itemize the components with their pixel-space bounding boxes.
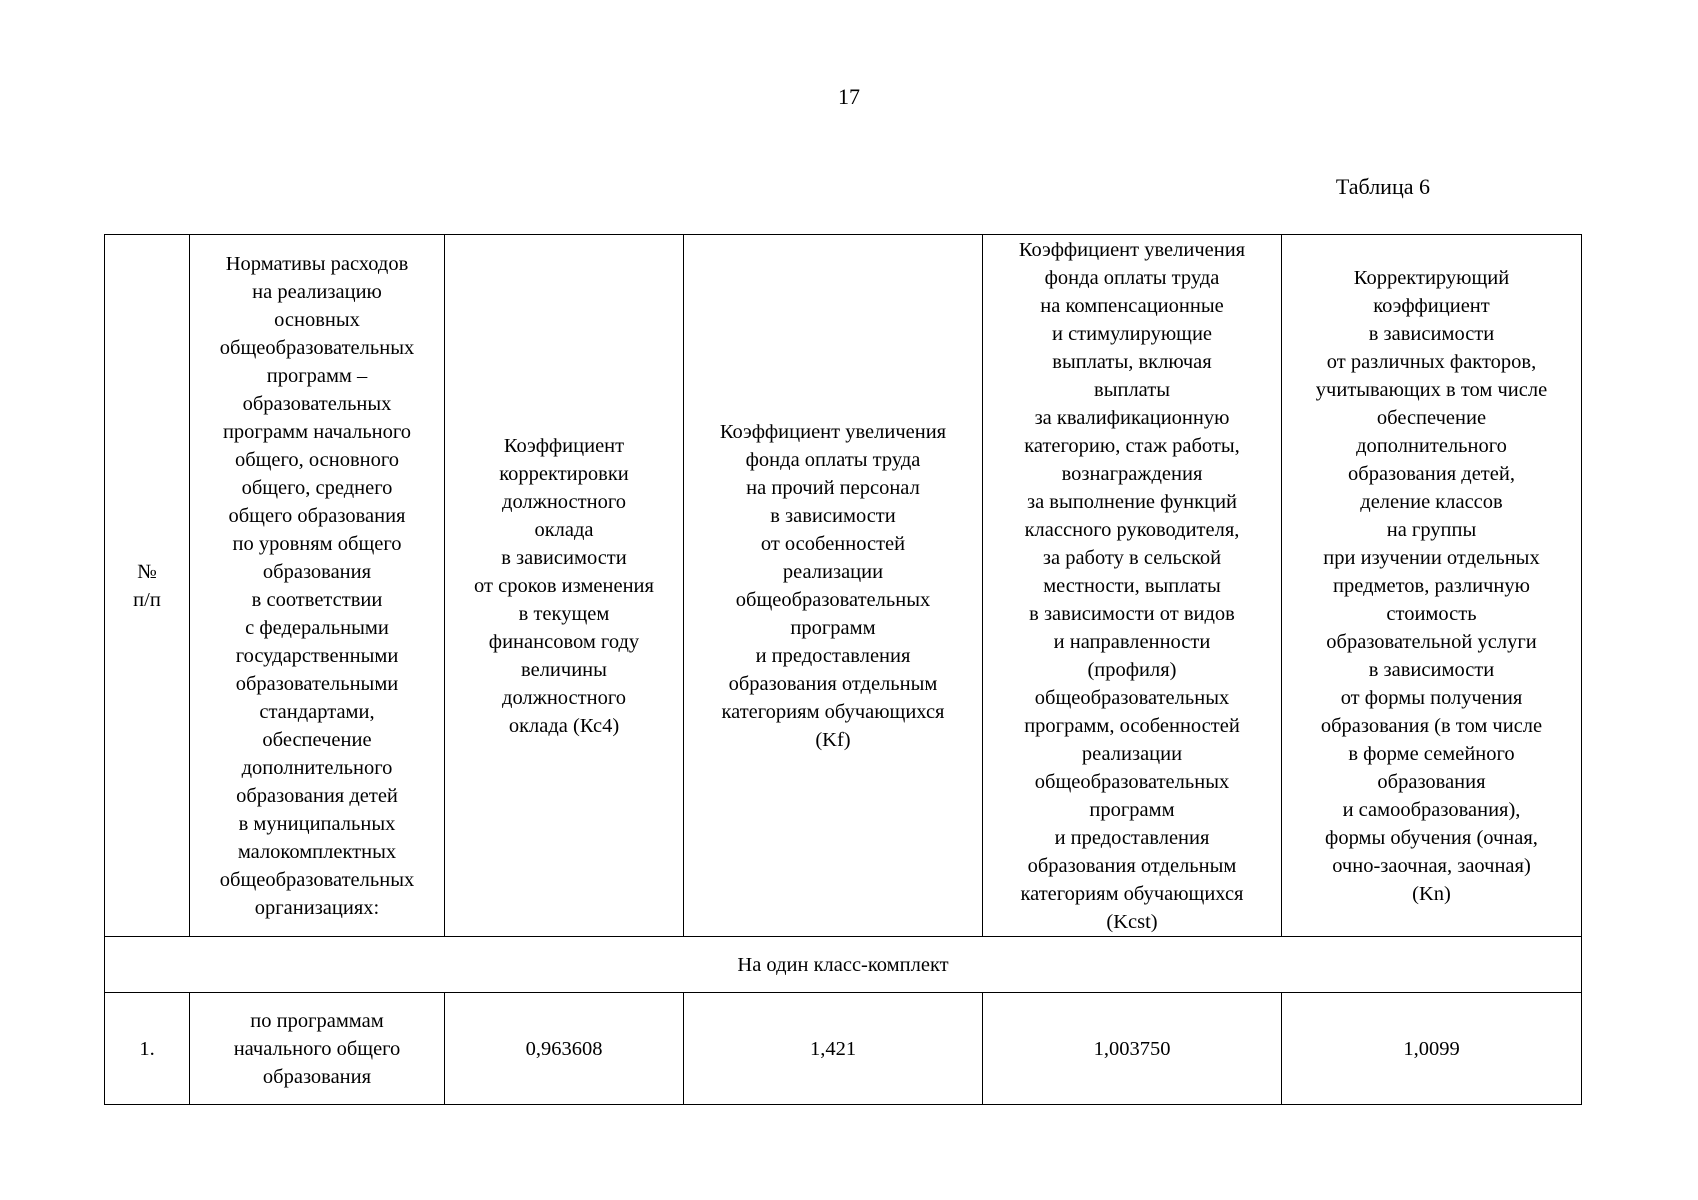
- cell-kcst: 1,003750: [983, 993, 1282, 1105]
- header-kf: Коэффициент увеличения фонда оплаты труда на прочий персонал в зависимости от особенностей реализации общеобразовательных программ и предоставления образования отдельным категориям обучающихся (Kf): [684, 235, 983, 937]
- table-row: [105, 993, 1582, 1105]
- section-label: На один класс-комплект: [105, 937, 1582, 993]
- page-number: 17: [838, 84, 860, 109]
- cell-program: по программам начального общего образования: [190, 993, 445, 1105]
- cell-kf: 1,421: [684, 993, 983, 1105]
- norms-table: [104, 234, 1582, 1105]
- header-kc4: Коэффициент корректировки должностного оклада в зависимости от сроков изменения в текущем финансовом году величины должностного оклада (Кс4): [445, 235, 684, 937]
- table-caption: Таблица 6: [1335, 174, 1430, 199]
- header-norms: Нормативы расходов на реализацию основных общеобразовательных программ – образовательных программ начального общего, основного общего, среднего общего образования по уровням общего образования в соответствии с федеральными государственными образовательными стандартами, обеспечение дополнительного образования детей в муниципальных малокомплектных общеобразовательных организациях:: [190, 235, 445, 937]
- cell-kc4: 0,963608: [445, 993, 684, 1105]
- cell-num: 1.: [105, 993, 190, 1105]
- header-num: № п/п: [105, 235, 190, 937]
- cell-kn: 1,0099: [1282, 993, 1582, 1105]
- header-kn: Корректирующий коэффициент в зависимости от различных факторов, учитывающих в том числе обеспечение дополнительного образования детей, деление классов на группы при изучении отдельных предметов, различную стоимость образовательной услуги в зависимости от формы получения образования (в том числе в форме семейного образования и самообразования), формы обучения (очная, очно-заочная, заочная) (Kn): [1282, 235, 1582, 937]
- section-row: [105, 937, 1582, 993]
- header-row: [105, 235, 1582, 937]
- header-kcst: Коэффициент увеличения фонда оплаты труда на компенсационные и стимулирующие выплаты, включая выплаты за квалификационную категорию, стаж работы, вознаграждения за выполнение функций классного руководителя, за работу в сельской местности, выплаты в зависимости от видов и направленности (профиля) общеобразовательных программ, особенностей реализации общеобразовательных программ и предоставления образования отдельным категориям обучающихся (Kcst): [983, 235, 1282, 937]
